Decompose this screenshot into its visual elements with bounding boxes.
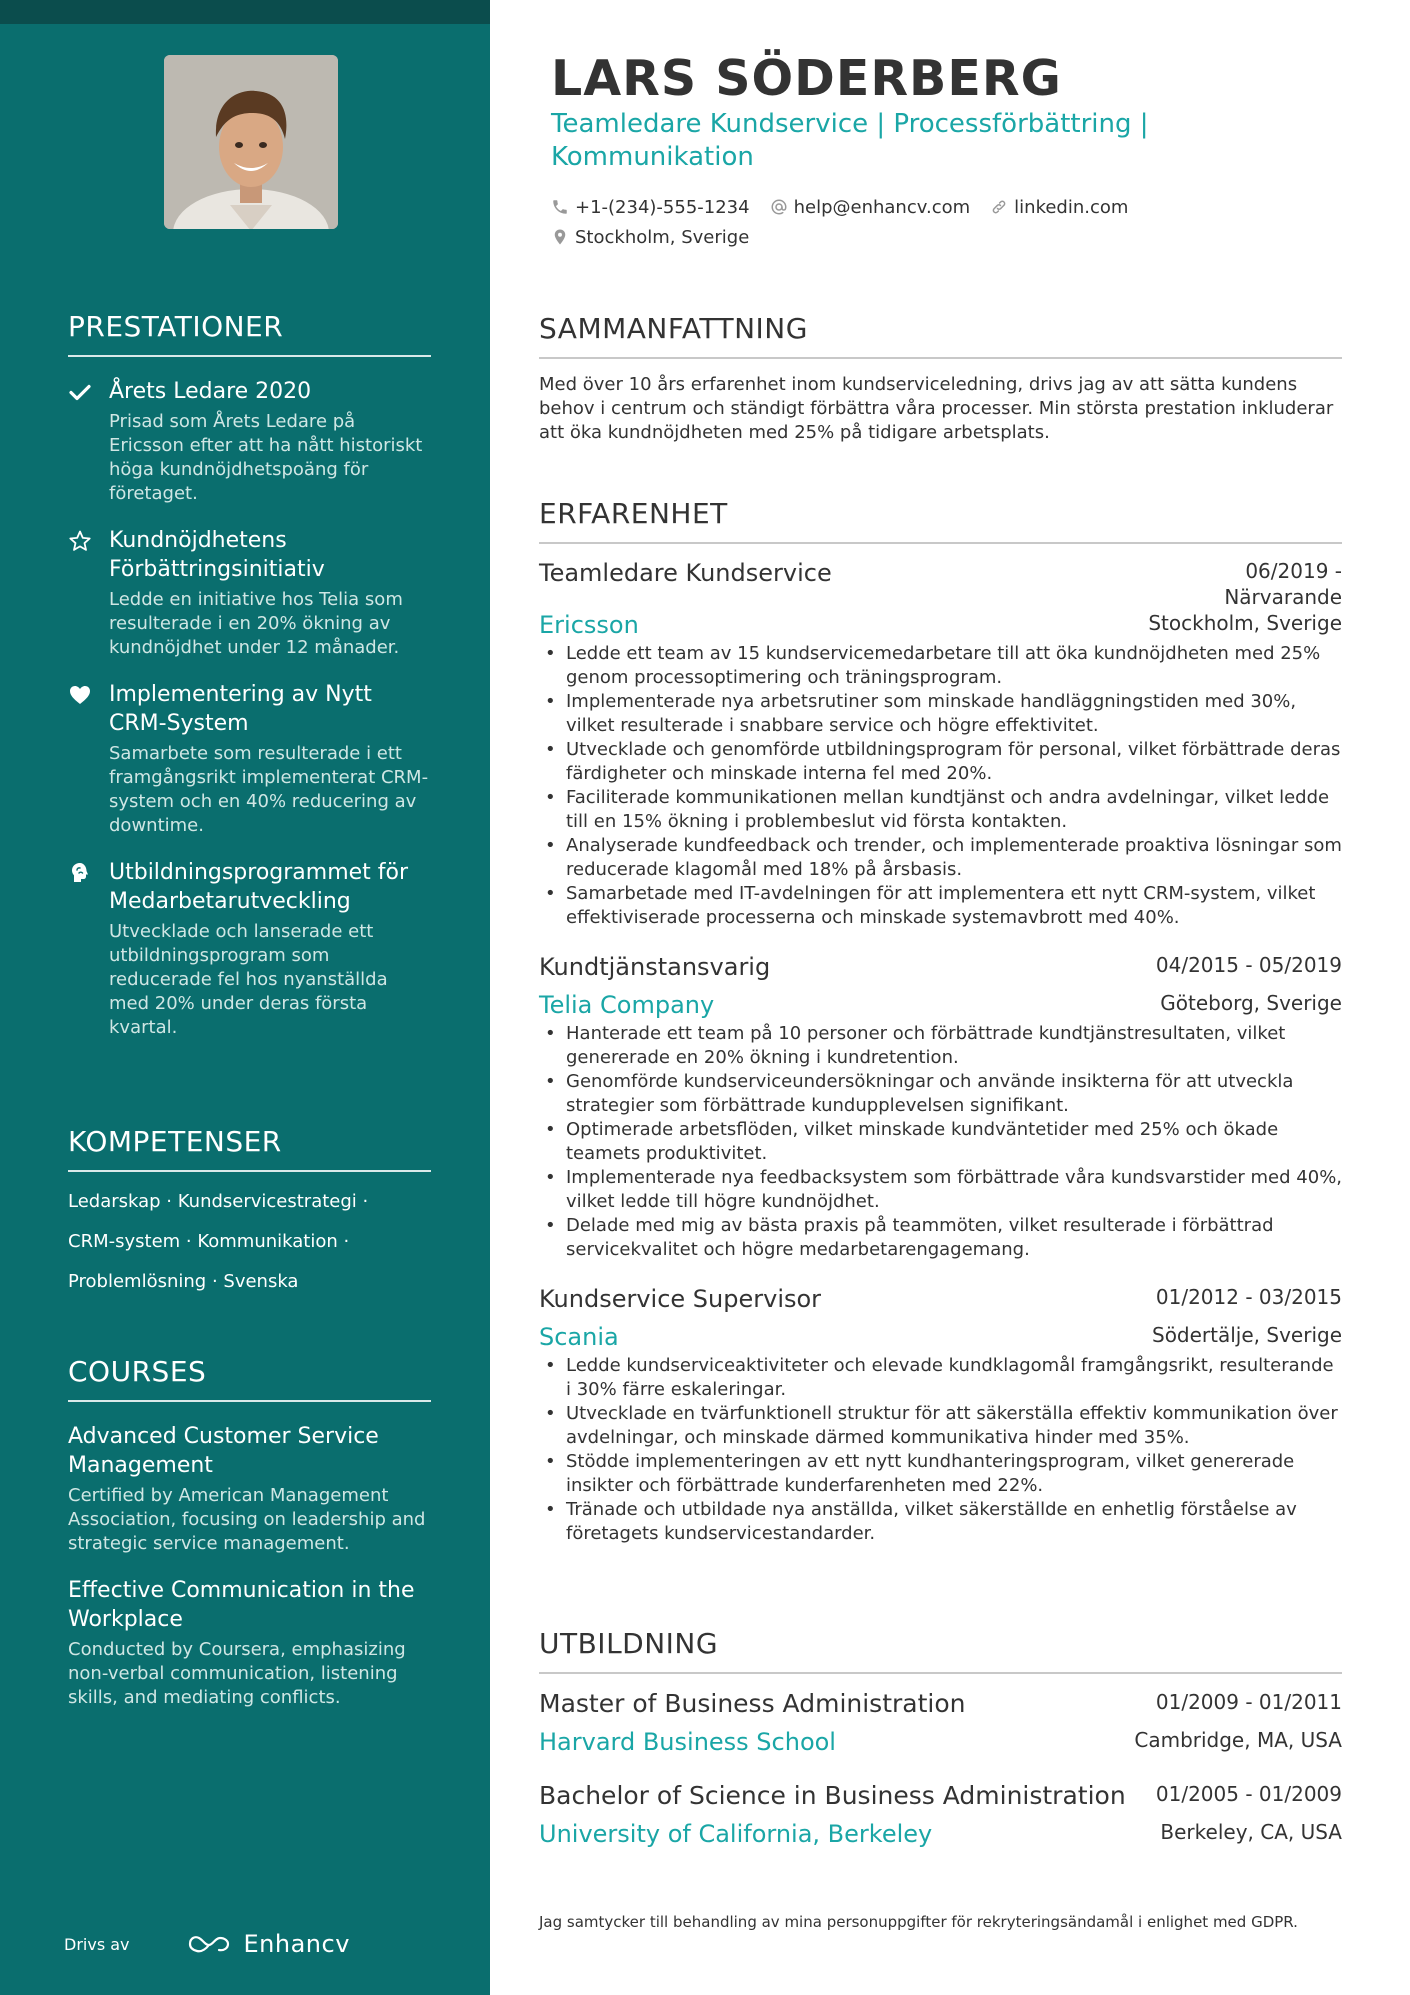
job-bullet: • Utvecklade en tvärfunktionell struktur för att säkerställa effektiv kommunikation över avdelningar, och minskade därmed kommunikativa hinder med 35%. <box>539 1402 1342 1450</box>
job-bullet: • Implementerade nya arbetsrutiner som minskade handläggningstiden med 30%, vilket resulterade i snabbare service och högre effektivitet. <box>539 690 1342 738</box>
education-location: Berkeley, CA, USA <box>1160 1820 1342 1844</box>
summary-title: SAMMANFATTNING <box>539 312 1342 359</box>
achievements-title: PRESTATIONER <box>68 310 431 357</box>
job-bullet: • Implementerade nya feedbacksystem som förbättrade våra kundsvarstider med 40%, vilket ledde till högre kundnöjdhet. <box>539 1166 1342 1214</box>
achievement-item <box>68 377 431 506</box>
education-degree: Master of Business Administration <box>539 1689 966 1718</box>
job-date-start: 06/2019 - <box>1245 559 1342 583</box>
education-date: 01/2005 - 01/2009 <box>1155 1782 1342 1806</box>
heart-icon <box>68 683 92 707</box>
achievement-title: Implementering av Nytt CRM-System <box>109 682 372 736</box>
profile-photo <box>164 55 338 229</box>
course-description: Conducted by Coursera, emphasizing non-verbal communication, listening skills, and mediating conflicts. <box>68 1639 406 1708</box>
candidate-name: LARS SÖDERBERG <box>551 50 1062 107</box>
job-company: Telia Company <box>539 991 715 1019</box>
powered-by <box>64 1930 350 1958</box>
achievement-description: Utvecklade och lanserade ett utbildningsprogram som reducerade fel hos nyanställda med 20% under deras första kvartal. <box>109 921 388 1038</box>
job-bullets <box>539 1022 1342 1262</box>
course-item <box>68 1422 431 1556</box>
job-location: Södertälje, Sverige <box>1152 1323 1342 1347</box>
job-bullet: • Analyserade kundfeedback och trender, och implementerade proaktiva lösningar som reducerade klagomål med 18% på årsbasis. <box>539 834 1342 882</box>
linkedin-text: linkedin.com <box>1014 196 1129 218</box>
skill-line: Ledarskap · Kundservicestrategi · <box>68 1191 369 1212</box>
job-date <box>1224 558 1342 610</box>
course-item <box>68 1576 431 1710</box>
checkmark-icon <box>68 380 92 404</box>
achievement-description: Samarbete som resulterade i ett framgångsrikt implementerat CRM-system och en 40% reducering av downtime. <box>109 743 429 836</box>
job-bullet: • Optimerade arbetsflöden, vilket minskade kundväntetider med 25% och ökade teamets produktivitet. <box>539 1118 1342 1166</box>
at-sign-icon <box>770 198 788 216</box>
job-date: 01/2012 - 03/2015 <box>1155 1285 1342 1309</box>
education-title: UTBILDNING <box>539 1627 1342 1674</box>
job-bullet: • Hanterade ett team på 10 personer och förbättrade kundtjänstresultaten, vilket genererade en 20% ökning i kundretention. <box>539 1022 1342 1070</box>
achievement-item <box>68 858 431 1040</box>
course-description: Certified by American Management Association, focusing on leadership and strategic service management. <box>68 1485 426 1554</box>
contact-location <box>551 227 749 248</box>
sidebar <box>0 0 490 1995</box>
job-bullet: • Tränade och utbildade nya anställda, vilket säkerställde en enhetlig förståelse av företagets kundservicestandarder. <box>539 1498 1342 1546</box>
education-school: Harvard Business School <box>539 1728 836 1756</box>
job-bullet: • Stödde implementeringen av ett nytt kundhanteringsprogram, vilket genererade insikter och förbättrade kunderfarenheten med 22%. <box>539 1450 1342 1498</box>
courses-title: COURSES <box>68 1355 431 1402</box>
job-bullet: • Delade med mig av bästa praxis på teammöten, vilket resulterade i förbättrad servicekvalitet och högre medarbetarengagemang. <box>539 1214 1342 1262</box>
contact-phone[interactable] <box>551 197 750 218</box>
achievement-description: Prisad som Årets Ledare på Ericsson efter att ha nått historiskt höga kundnöjdhetspoäng för företaget. <box>109 411 423 504</box>
education-degree: Bachelor of Science in Business Administration <box>539 1781 1126 1810</box>
skill-line: Problemlösning · Svenska <box>68 1271 299 1292</box>
job-entry <box>539 952 1342 1262</box>
skills-title: KOMPETENSER <box>68 1125 431 1172</box>
education-location: Cambridge, MA, USA <box>1134 1728 1342 1752</box>
experience-section <box>539 497 1342 1546</box>
skills-list <box>68 1190 431 1294</box>
contact-email[interactable] <box>770 197 971 218</box>
sidebar-top-bar <box>0 0 490 24</box>
achievement-title: Utbildningsprogrammet för Medarbetarutveckling <box>109 860 409 914</box>
gdpr-consent: Jag samtycker till behandling av mina personuppgifter för rekryteringsändamål i enlighet med GDPR. <box>539 1913 1298 1931</box>
candidate-headline: Teamledare Kundservice | Processförbättring | Kommunikation <box>551 109 1149 172</box>
job-entry <box>539 558 1342 930</box>
achievement-description: Ledde en initiative hos Telia som resulterade i en 20% ökning av kundnöjdhet under 12 månader. <box>109 589 403 658</box>
powered-by-label: Drivs av <box>64 1934 130 1954</box>
phone-text: +1-(234)-555-1234 <box>575 196 750 218</box>
job-company: Scania <box>539 1323 619 1351</box>
experience-title: ERFARENHET <box>539 497 1342 544</box>
link-icon <box>990 198 1008 216</box>
enhancv-logo-icon <box>186 1932 232 1956</box>
education-entry <box>539 1688 1342 1758</box>
star-icon <box>68 529 92 553</box>
job-date: 04/2015 - 05/2019 <box>1155 953 1342 977</box>
achievement-title: Årets Ledare 2020 <box>109 379 312 404</box>
course-title: Effective Communication in the Workplace <box>68 1578 415 1632</box>
education-date: 01/2009 - 01/2011 <box>1155 1690 1342 1714</box>
job-date-end: Närvarande <box>1224 585 1342 609</box>
job-bullet: • Ledde ett team av 15 kundservicemedarbetare till att öka kundnöjdheten med 25% genom processoptimering och träningsprogram. <box>539 642 1342 690</box>
job-bullets <box>539 642 1342 930</box>
job-title: Kundservice Supervisor <box>539 1285 822 1313</box>
job-bullet: • Faciliterade kommunikationen mellan kundtjänst och andra avdelningar, vilket ledde till en 15% ökning i problembeslut vid första kontakten. <box>539 786 1342 834</box>
skills-section <box>68 1125 431 1310</box>
contact-linkedin[interactable] <box>990 197 1128 218</box>
education-entry <box>539 1780 1342 1850</box>
achievement-item <box>68 526 431 660</box>
job-bullet: • Samarbetade med IT-avdelningen för att implementera ett nytt CRM-system, vilket effektiviserade processerna och minskade systemavbrott med 40%. <box>539 882 1342 930</box>
email-text: help@enhancv.com <box>793 196 971 218</box>
location-text: Stockholm, Sverige <box>575 226 750 248</box>
summary-section <box>539 312 1342 445</box>
job-title: Teamledare Kundservice <box>539 559 832 587</box>
job-location: Göteborg, Sverige <box>1160 991 1342 1015</box>
job-bullets <box>539 1354 1342 1546</box>
summary-text: Med över 10 års erfarenhet inom kundserviceledning, drivs jag av att sätta kundens behov i centrum och ständigt förbättra våra processer. Min största prestation inkluderar att öka kundnöjdheten med 25% på tidigare arbetsplats. <box>539 374 1334 443</box>
job-title: Kundtjänstansvarig <box>539 953 771 981</box>
skill-line: CRM-system · Kommunikation · <box>68 1231 350 1252</box>
enhancv-logo[interactable] <box>186 1930 350 1958</box>
enhancv-brand-name: Enhancv <box>243 1930 350 1958</box>
brain-icon <box>68 861 92 885</box>
education-school: University of California, Berkeley <box>539 1820 933 1848</box>
achievements-section <box>68 310 431 1040</box>
job-entry <box>539 1284 1342 1546</box>
job-location: Stockholm, Sverige <box>1148 611 1342 635</box>
job-company: Ericsson <box>539 611 639 639</box>
education-section <box>539 1627 1342 1850</box>
contact-info <box>551 192 1151 252</box>
course-title: Advanced Customer Service Management <box>68 1424 379 1478</box>
job-bullet: • Ledde kundserviceaktiviteter och elevade kundklagomål framgångsrikt, resulterande i 30% färre eskaleringar. <box>539 1354 1342 1402</box>
job-bullet: • Genomförde kundserviceundersökningar och använde insikterna för att utveckla strategier som förbättrade kundupplevelsen signifikant. <box>539 1070 1342 1118</box>
achievement-item <box>68 680 431 838</box>
location-pin-icon <box>551 228 569 246</box>
courses-section <box>68 1355 431 1710</box>
phone-icon <box>551 198 569 216</box>
achievement-title: Kundnöjdhetens Förbättringsinitiativ <box>109 528 325 582</box>
job-bullet: • Utvecklade och genomförde utbildningsprogram för personal, vilket förbättrade deras färdigheter och minskade interna fel med 20%. <box>539 738 1342 786</box>
